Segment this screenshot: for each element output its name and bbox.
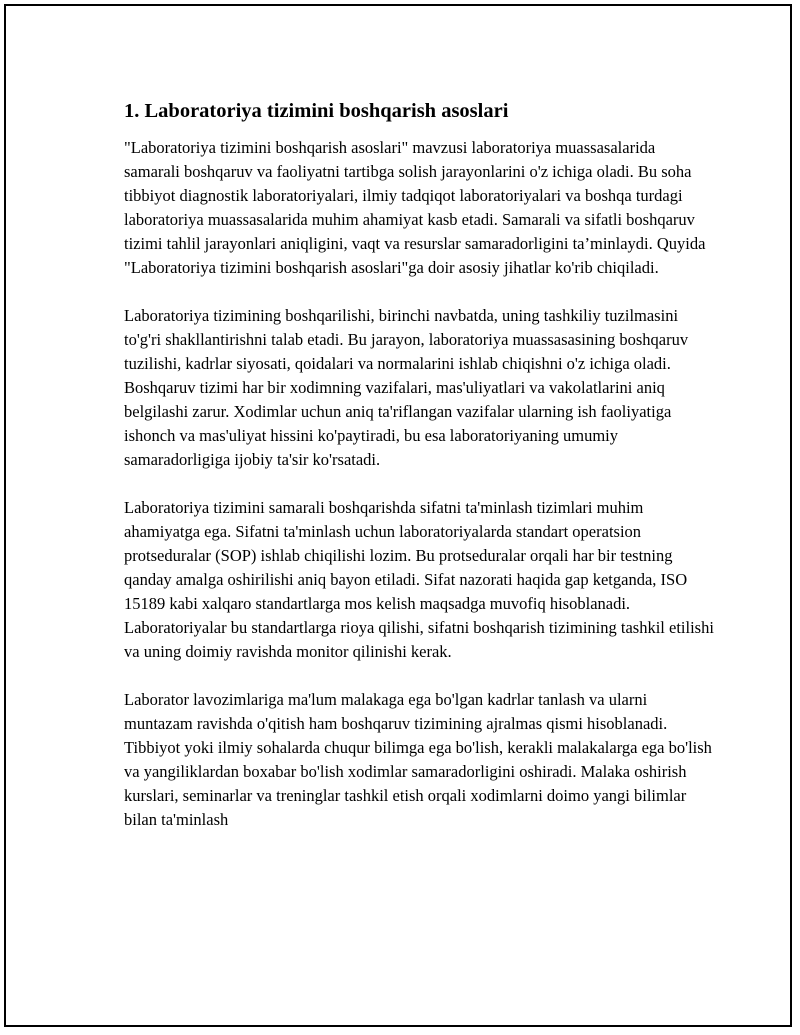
section-heading: 1. Laboratoriya tizimini boshqarish asoslari: [124, 100, 509, 122]
paragraph-2: Laboratoriya tizimining boshqarilishi, birinchi navbatda, uning tashkiliy tuzilmasini to'g'ri shakllantirishni talab etadi. Bu jarayon, laboratoriya muassasasining boshqaruv tuzilishi, kadrlar siyosati, qoidalari va normalarini ishlab chiqishni o'z ichiga oladi. Boshqaruv tizimi har bir xodimning vazifalari, mas'uliyatlari va vakolatlarini aniq belgilashi zarur. Xodimlar uchun aniq ta'riflangan vazifalar ularning ish faoliyatiga ishonch va mas'uliyat hissini ko'paytiradi, bu esa laboratoriyaning umumiy samaradorligiga ijobiy ta'sir ko'rsatadi.: [124, 306, 689, 469]
paragraph-4: Laborator lavozimlariga ma'lum malakaga ega bo'lgan kadrlar tanlash va ularni muntazam ravishda o'qitish ham boshqaruv tizimining ajralmas qismi hisoblanadi. Tibbiyot yoki ilmiy sohalarda chuqur bilimga ega bo'lish, kerakli malakalarga ega bo'lish va yangiliklardan boxabar bo'lish xodimlar samaradorligini oshiradi. Malaka oshirish kurslari, seminarlar va treninglar tashkil etish orqali xodimlarni doimo yangi bilimlar bilan ta'minlash: [124, 690, 712, 829]
document-body: [124, 98, 714, 832]
page-frame: [4, 4, 792, 1027]
paragraph-1: "Laboratoriya tizimini boshqarish asoslari" mavzusi laboratoriya muassasalarida samarali boshqaruv va faoliyatni tartibga solish jarayonlarini o'z ichiga oladi. Bu soha tibbiyot diagnostik laboratoriyalari, ilmiy tadqiqot laboratoriyalari va boshqa turdagi laboratoriya muassasalarida muhim ahamiyat kasb etadi. Samarali va sifatli boshqaruv tizimi tahlil jarayonlari aniqligini, vaqt va resurslar samaradorligini ta’minlaydi. Quyida "Laboratoriya tizimini boshqarish asoslari"ga doir asosiy jihatlar ko'rib chiqiladi.: [124, 138, 706, 277]
paragraph-3: Laboratoriya tizimini samarali boshqarishda sifatni ta'minlash tizimlari muhim ahamiyatga ega. Sifatni ta'minlash uchun laboratoriyalarda standart operatsion protseduralar (SOP) ishlab chiqilishi lozim. Bu protseduralar orqali har bir testning qanday amalga oshirilishi aniq bayon etiladi. Sifat nazorati haqida gap ketganda, ISO 15189 kabi xalqaro standartlarga mos kelish maqsadga muvofiq hisoblanadi. Laboratoriyalar bu standartlarga rioya qilishi, sifatni boshqarish tizimining tashkil etilishi va uning doimiy ravishda monitor qilinishi kerak.: [124, 498, 714, 661]
